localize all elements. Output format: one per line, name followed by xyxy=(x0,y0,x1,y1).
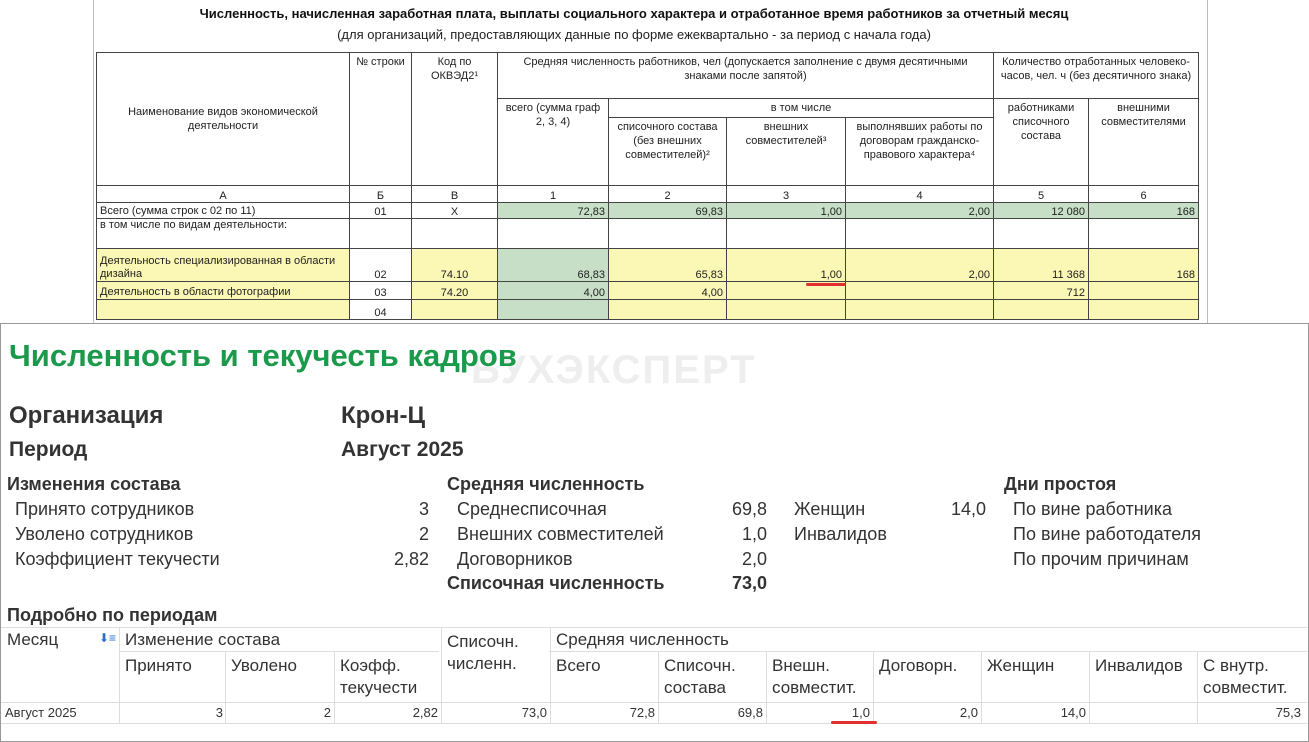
women-value: 14,0 xyxy=(950,499,986,519)
row-okved[interactable] xyxy=(412,300,498,320)
col-code: 6 xyxy=(1089,186,1199,203)
headcount-value: 73,0 xyxy=(731,573,767,593)
row-name: Всего (сумма строк с 02 по 11) xyxy=(97,203,350,219)
details-title: Подробно по периодам xyxy=(7,605,218,625)
col-code: 1 xyxy=(498,186,609,203)
grid-border xyxy=(549,651,1307,652)
fired-value: 2 xyxy=(418,524,429,544)
cell-ext[interactable]: 1,00 xyxy=(727,249,846,282)
row-no: 02 xyxy=(350,249,412,282)
col-women[interactable]: Женщин xyxy=(987,656,1055,675)
headcount-label: Списочная численность xyxy=(447,573,665,593)
row-headcount: 73,0 xyxy=(521,705,547,720)
changes-title: Изменения состава xyxy=(7,474,181,494)
header-avg: Средняя численность работников, чел (допускается заполнение с двумя десятичными знаками после запятой) xyxy=(498,53,994,99)
header-hours: Количество отработанных человеко-часов, чел. ч (без десятичного знака) xyxy=(994,53,1199,99)
header-list: списочного состава (без внешних совместителей)² xyxy=(609,118,727,186)
col-code: 2 xyxy=(609,186,727,203)
row-civil: 2,0 xyxy=(959,705,978,720)
col-avg: Средняя численность xyxy=(556,630,729,649)
cell-h-ext[interactable] xyxy=(1089,282,1199,300)
coef-value: 2,82 xyxy=(393,549,429,569)
col-changes: Изменение состава xyxy=(125,630,281,649)
table-row xyxy=(97,300,1199,320)
col-code: 3 xyxy=(727,186,846,203)
table-row xyxy=(97,249,1199,282)
report-title: Численность и текучесть кадров xyxy=(9,338,517,373)
highlight-underline xyxy=(806,283,846,286)
period-value: Август 2025 xyxy=(341,438,464,461)
header-incl: в том числе xyxy=(609,99,994,118)
turnover-report xyxy=(0,323,1309,742)
cell-list[interactable]: 69,83 xyxy=(609,203,727,219)
cell-total xyxy=(498,219,609,249)
header-name: Наименование видов экономической деятельности xyxy=(97,53,350,186)
row-no: 04 xyxy=(350,300,412,320)
col-disabled[interactable]: Инвалидов xyxy=(1095,656,1183,675)
hired-value: 3 xyxy=(418,499,429,519)
cell-total[interactable] xyxy=(498,300,609,320)
cell-total[interactable]: 68,83 xyxy=(498,249,609,282)
sort-icon[interactable]: ⬇≡ xyxy=(99,631,117,645)
statistical-form xyxy=(93,0,1208,325)
col-code: 5 xyxy=(994,186,1089,203)
cell-list[interactable]: 65,83 xyxy=(609,249,727,282)
cell-civil[interactable] xyxy=(846,300,994,320)
header-ext: внешних совместителей³ xyxy=(727,118,846,186)
cell-civil xyxy=(846,219,994,249)
row-coef: 2,82 xyxy=(412,705,438,720)
header-okved: Код по ОКВЭД2¹ xyxy=(412,53,498,186)
form-title: Численность, начисленная заработная плата, выплаты социального характера и отработанное время работников за отчетный месяц xyxy=(199,6,1069,21)
idle-employee: По вине работника xyxy=(1013,499,1172,519)
idle-title: Дни простоя xyxy=(1004,474,1117,494)
cell-ext xyxy=(727,219,846,249)
col-code: 4 xyxy=(846,186,994,203)
women-label: Женщин xyxy=(794,499,866,519)
header-h-ext: внешними совместителями xyxy=(1089,99,1199,186)
row-name[interactable]: Деятельность специализированная в области дизайна xyxy=(97,249,350,282)
row-okved[interactable]: 74.10 xyxy=(412,249,498,282)
col-coef[interactable]: Коэфф. текучести xyxy=(340,656,418,697)
col-internal[interactable]: С внутр. совместит. xyxy=(1203,656,1288,697)
row-women: 14,0 xyxy=(1060,705,1086,720)
col-hired[interactable]: Принято xyxy=(125,656,192,675)
cell-total[interactable]: 4,00 xyxy=(498,282,609,300)
watermark-logo: БУХЭКСПЕРТ xyxy=(471,348,757,392)
cell-ext[interactable]: 1,00 xyxy=(727,203,846,219)
coef-label: Коэффициент текучести xyxy=(15,549,220,569)
cell-ext[interactable] xyxy=(727,300,846,320)
col-list[interactable]: Списочн. состава xyxy=(664,656,736,697)
row-internal: 75,3 xyxy=(1275,705,1301,720)
idle-other: По прочим причинам xyxy=(1013,549,1189,569)
fired-label: Уволено сотрудников xyxy=(15,524,194,544)
col-ext[interactable]: Внешн. совместит. xyxy=(772,656,857,697)
row-okved: Х xyxy=(412,203,498,219)
period-label: Период xyxy=(9,438,88,461)
table-row xyxy=(97,282,1199,300)
col-month[interactable]: Месяц xyxy=(7,630,59,649)
highlight-underline xyxy=(831,721,877,724)
row-name[interactable]: Деятельность в области фотографии xyxy=(97,282,350,300)
grid-sep xyxy=(1089,652,1090,724)
cell-list[interactable]: 4,00 xyxy=(609,282,727,300)
grid-border xyxy=(1,627,1307,628)
header-h-list: работниками списочного состава xyxy=(994,99,1089,186)
cell-civil[interactable]: 2,00 xyxy=(846,249,994,282)
cell-civil[interactable] xyxy=(846,282,994,300)
row-no xyxy=(350,219,412,249)
header-row-no: № строки xyxy=(350,53,412,186)
cell-h-list[interactable]: 12 080 xyxy=(994,203,1089,219)
col-code: А xyxy=(97,186,350,203)
idle-employer: По вине работодателя xyxy=(1013,524,1201,544)
avg-civil-label: Договорников xyxy=(457,549,573,569)
row-ext: 1,0 xyxy=(851,705,870,720)
col-code: Б xyxy=(350,186,412,203)
avg-ext-label: Внешних совместителей xyxy=(457,524,664,544)
header-civil: выполнявших работы по договорам гражданско-правового характера⁴ xyxy=(846,118,994,186)
form-table xyxy=(96,52,1199,320)
grid-border xyxy=(1,702,1307,703)
cell-h-list xyxy=(994,219,1089,249)
row-name: в том числе по видам деятельности: xyxy=(97,219,350,249)
col-total[interactable]: Всего xyxy=(556,656,601,675)
row-no: 01 xyxy=(350,203,412,219)
cell-h-ext[interactable]: 168 xyxy=(1089,249,1199,282)
table-row xyxy=(97,219,1199,249)
cell-list xyxy=(609,219,727,249)
avg-list-label: Среднесписочная xyxy=(457,499,607,519)
table-row xyxy=(97,203,1199,219)
cell-civil[interactable]: 2,00 xyxy=(846,203,994,219)
row-okved xyxy=(412,219,498,249)
org-label: Организация xyxy=(9,402,164,429)
cell-list[interactable] xyxy=(609,300,727,320)
grid-border xyxy=(119,651,439,652)
disabled-label: Инвалидов xyxy=(794,524,887,544)
avg-civil-value: 2,0 xyxy=(741,549,767,569)
details-grid xyxy=(1,627,1307,727)
header-total: всего (сумма граф 2, 3, 4) xyxy=(498,99,609,186)
avg-ext-value: 1,0 xyxy=(741,524,767,544)
avg-title: Средняя численность xyxy=(447,474,645,494)
cell-h-list[interactable]: 11 368 xyxy=(994,249,1089,282)
cell-h-ext[interactable]: 168 xyxy=(1089,203,1199,219)
row-okved[interactable]: 74.20 xyxy=(412,282,498,300)
row-hired: 3 xyxy=(215,705,223,720)
row-total: 72,8 xyxy=(629,705,655,720)
grid-border xyxy=(1,723,1307,724)
row-month[interactable]: Август 2025 xyxy=(5,705,77,720)
row-fired: 2 xyxy=(323,705,331,720)
col-headcount[interactable]: Списочн. численн. xyxy=(447,632,519,673)
row-no: 03 xyxy=(350,282,412,300)
cell-h-ext[interactable] xyxy=(1089,300,1199,320)
cell-h-list[interactable]: 712 xyxy=(994,282,1089,300)
col-code: В xyxy=(412,186,498,203)
cell-total[interactable]: 72,83 xyxy=(498,203,609,219)
col-civil[interactable]: Договорн. xyxy=(879,656,958,675)
form-subtitle: (для организаций, предоставляющих данные по форме ежеквартально - за период с начала года) xyxy=(337,27,931,42)
row-list: 69,8 xyxy=(737,705,763,720)
org-value: Крон-Ц xyxy=(341,402,425,429)
col-fired[interactable]: Уволено xyxy=(231,656,297,675)
hired-label: Принято сотрудников xyxy=(15,499,195,519)
cell-h-list[interactable] xyxy=(994,300,1089,320)
row-name[interactable] xyxy=(97,300,350,320)
cell-h-ext xyxy=(1089,219,1199,249)
avg-list-value: 69,8 xyxy=(731,499,767,519)
